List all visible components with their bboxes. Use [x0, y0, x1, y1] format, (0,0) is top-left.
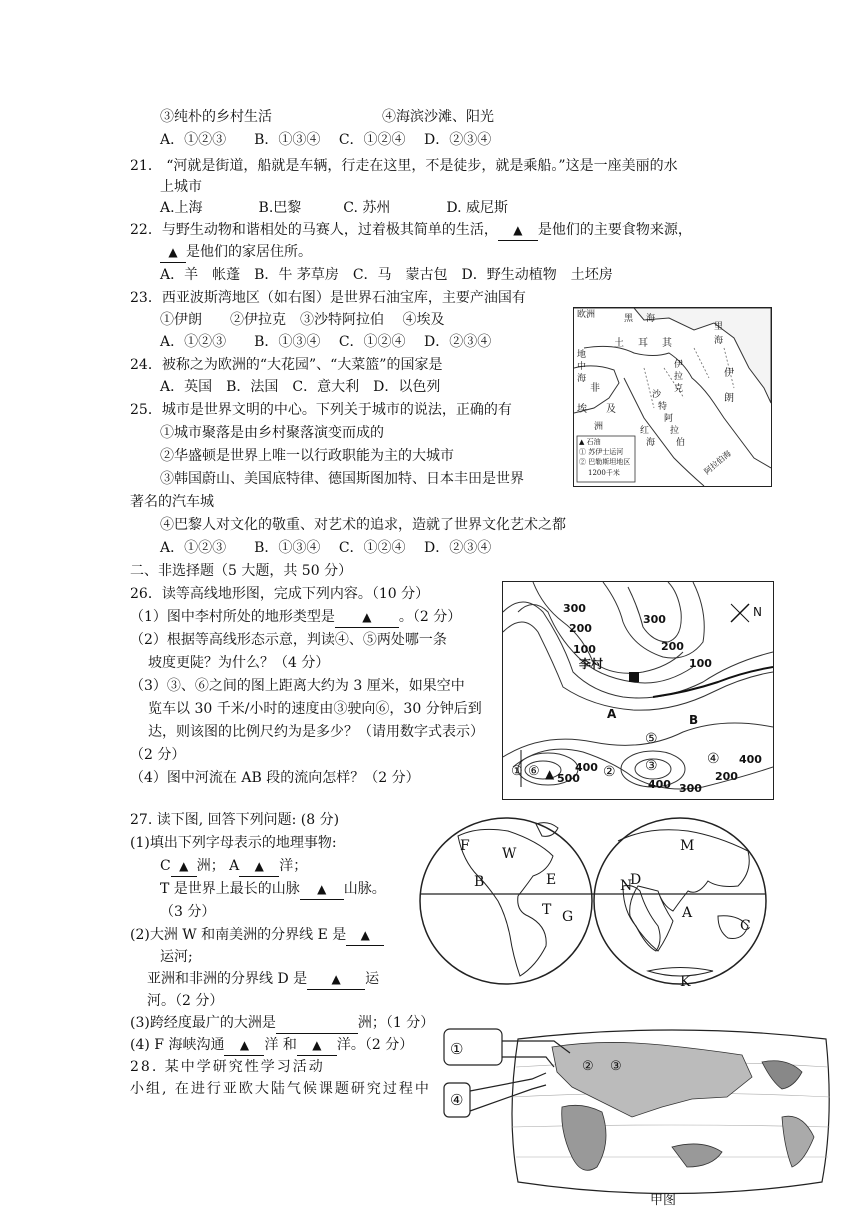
- q26-part-3-cont3: （2 分）: [130, 747, 186, 763]
- q25-item-3-cont: 著名的汽车城: [130, 494, 214, 510]
- label-yi: 伊: [724, 368, 734, 379]
- point-2: ②: [603, 764, 616, 780]
- q27-c-a: C ▲ 洲； A ▲ 洋；: [160, 856, 307, 877]
- q26-stem: 26．读等高线地形图，完成下列内容。（10 分）: [130, 586, 430, 602]
- point-1: ①: [511, 764, 523, 779]
- q23-items: ①伊朗 ②伊拉克 ③沙特阿拉伯 ④埃及: [160, 312, 445, 328]
- label-arabian-sea: 阿拉伯海: [702, 448, 733, 477]
- label-tu: 土: [614, 338, 624, 349]
- label-yi2: 伊: [674, 360, 684, 370]
- label-lang: 朗: [724, 393, 734, 404]
- map-letter-m: M: [680, 838, 695, 854]
- map-letter-t: T: [542, 902, 552, 918]
- legend-oil: ▲ 石油: [579, 438, 601, 446]
- label-sea-1: 海: [646, 314, 656, 324]
- label-zhou: 洲: [594, 422, 604, 432]
- label-di: 地: [577, 350, 587, 360]
- label-hong: 红: [640, 426, 650, 436]
- point-a: A: [607, 707, 617, 721]
- map-letter-d: D: [630, 872, 642, 888]
- label-er: 耳: [638, 338, 648, 349]
- q27-part-3: (3)跨经度最广的大洲是 洲；（1 分）: [130, 1013, 434, 1034]
- mideast-map: [573, 307, 772, 487]
- q27-part-2-d: 亚洲和非洲的分界线 D 是 ▲ 运: [147, 969, 379, 990]
- label-ke: 克: [674, 384, 684, 394]
- section-2-title: 二、非选择题（5 大题，共 50 分）: [130, 563, 353, 579]
- q26-part-2-cont: 坡度更陡？为什么？（4 分）: [148, 655, 330, 671]
- contour-300-a: 300: [563, 602, 586, 615]
- option-line-3: ③纯朴的乡村生活: [160, 109, 272, 125]
- world-hemispheres-map: [418, 816, 768, 990]
- contour-400-a: 400: [575, 761, 598, 774]
- map-letter-a: A: [682, 905, 693, 921]
- q26-part-2: （2）根据等高线形态示意，判读④、⑤两处哪一条: [130, 632, 447, 648]
- peak-triangle: ▲: [545, 767, 555, 781]
- q24-options: A．英国 B．法国 C．意大利 D．以色列: [160, 379, 441, 395]
- q26-part-3-cont2: 达，则该图的比例尺约为是多少？（请用数字式表示）: [148, 724, 484, 740]
- q25-options: A．①②③ B．①③④ C．①②④ D．②③④: [160, 540, 492, 556]
- q27-part-2: (2)大洲 W 和南美洲的分界线 E 是 ▲: [130, 925, 384, 946]
- climate-box-4: ④: [450, 1091, 464, 1109]
- label-sea-2: 海: [714, 336, 724, 346]
- label-sha: 沙: [652, 390, 662, 400]
- q22-options: A．羊 帐蓬 B．牛 茅草房 C．马 蒙古包 D．野生动植物 土坯房: [160, 267, 613, 283]
- label-a: 阿: [664, 414, 674, 424]
- legend-palestine: ② 巴勒斯坦地区: [579, 458, 631, 466]
- label-ai: 埃: [577, 404, 587, 415]
- q22-stem: 22．与野生动物和谐相处的马赛人，过着极其简单的生活， ▲ 是他们的主要食物来源，: [130, 220, 692, 241]
- label-bo: 伯: [676, 438, 686, 448]
- q27-stem: 27. 读下图, 回答下列问题: (8 分): [130, 812, 340, 828]
- legend-scale: 1200千米: [588, 469, 620, 477]
- q27-part-1: (1)填出下列字母表示的地理事物:: [130, 835, 337, 851]
- label-qi: 其: [662, 338, 672, 349]
- contour-200-c: 200: [715, 770, 738, 783]
- contour-100-b: 100: [689, 657, 712, 670]
- q26-part-4: （4）图中河流在 AB 段的流向怎样？（2 分）: [130, 770, 420, 786]
- point-5: ⑤: [645, 731, 658, 747]
- q27-part-1-points: （3 分）: [160, 904, 216, 920]
- point-b: B: [689, 713, 699, 727]
- q26-part-1: （1）图中李村所处的地形类型是 ▲ 。（2 分）: [130, 607, 461, 628]
- label-ji: 及: [606, 404, 616, 415]
- q28-stem-cont: 小组, 在进行亚欧大陆气候课题研究过程中: [130, 1081, 431, 1097]
- climate-circle-3: ③: [610, 1059, 622, 1074]
- q20-options: A．①②③ B．①③④ C．①②④ D．②③④: [160, 132, 492, 148]
- label-hai-red: 海: [646, 438, 656, 448]
- q22-stem-cont: ▲ 是他们的家居住所。: [160, 242, 312, 263]
- q25-item-2: ②华盛顿是世界上唯一以行政职能为主的大城市: [160, 448, 454, 464]
- world-hemispheres-svg: [418, 816, 768, 986]
- village-li: 李村: [579, 657, 604, 671]
- option-line-4: ④海滨沙滩、阳光: [382, 109, 494, 125]
- contour-100-a: 100: [573, 643, 596, 656]
- q28-stem: 28. 某中学研究性学习活动: [130, 1059, 325, 1075]
- q24-stem: 24．被称之为欧洲的“大花园”、“大菜篮”的国家是: [130, 357, 443, 373]
- contour-200-b: 200: [661, 640, 684, 653]
- q25-item-3: ③韩国蔚山、美国底特律、德国斯图加特、日本丰田是世界: [160, 471, 524, 487]
- legend-suez: ① 苏伊士运河: [579, 448, 624, 456]
- climate-map-caption: 甲图: [650, 1193, 677, 1208]
- climate-box-1: ①: [450, 1040, 464, 1058]
- point-3: ③: [645, 758, 658, 774]
- q27-part-2-end: 河。（2 分）: [147, 993, 224, 1009]
- label-la2: 拉: [670, 426, 680, 436]
- contour-300-b: 300: [643, 613, 666, 626]
- label-la: 拉: [674, 372, 684, 382]
- q21-options: A.上海 B.巴黎 C. 苏州 D. 威尼斯: [160, 200, 509, 216]
- map-letter-c: C: [740, 918, 751, 934]
- contour-500: 500: [557, 772, 580, 785]
- label-fei: 非: [590, 383, 600, 394]
- contour-map: [502, 581, 774, 800]
- q27-t: T 是世界上最长的山脉 ▲ 山脉。: [160, 879, 386, 900]
- north-arrow: N: [753, 605, 762, 619]
- q21-stem: 21． “河就是街道，船就是车辆，行走在这里，不是徒步，就是乘船。”这是一座美丽的水: [130, 158, 678, 174]
- point-4: ④: [707, 751, 720, 767]
- label-europe: 欧洲: [577, 310, 596, 320]
- q23-options: A．①②③ B．①③④ C．①②④ D．②③④: [160, 334, 492, 350]
- label-hai: 海: [577, 374, 587, 384]
- q27-part-2-cont: 运河;: [160, 949, 193, 965]
- label-te: 特: [658, 402, 668, 412]
- map-letter-f: F: [460, 838, 470, 854]
- climate-map-svg: [442, 1027, 830, 1212]
- map-letter-k: K: [680, 974, 691, 990]
- map-letter-g: G: [562, 909, 574, 925]
- label-black: 黑: [624, 314, 634, 324]
- contour-200-a: 200: [569, 622, 592, 635]
- map-letter-n: N: [620, 878, 633, 894]
- q21-stem-cont: 上城市: [160, 179, 202, 195]
- contour-400-b: 400: [648, 778, 671, 791]
- label-li: 里: [714, 322, 724, 332]
- map-letter-e: E: [546, 872, 557, 888]
- q26-part-3: （3）③、⑥之间的图上距离大约为 3 厘米，如果空中: [130, 678, 465, 694]
- q26-part-3-cont1: 览车以 30 千米/小时的速度由③驶向⑥，30 分钟后到: [148, 701, 482, 717]
- map-letter-w: W: [502, 846, 517, 862]
- q27-part-4: (4) F 海峡沟通 ▲ 洋 和 ▲ 洋。（2 分）: [130, 1035, 413, 1056]
- label-zhong: 中: [577, 362, 587, 372]
- point-6: ⑥: [528, 764, 540, 779]
- contour-300-c: 300: [679, 782, 702, 795]
- q25-item-4: ④巴黎人对文化的敬重、对艺术的追求，造就了世界文化艺术之都: [160, 517, 566, 533]
- contour-400-c: 400: [739, 753, 762, 766]
- climate-circle-2: ②: [582, 1059, 594, 1074]
- climate-map: [442, 1027, 830, 1212]
- q25-stem: 25．城市是世界文明的中心。下列关于城市的说法，正确的有: [130, 402, 512, 418]
- q25-item-1: ①城市聚落是由乡村聚落演变而成的: [160, 425, 384, 441]
- q23-stem: 23．西亚波斯湾地区（如右图）是世界石油宝库，主要产油国有: [130, 290, 526, 306]
- map-letter-b: B: [474, 874, 485, 890]
